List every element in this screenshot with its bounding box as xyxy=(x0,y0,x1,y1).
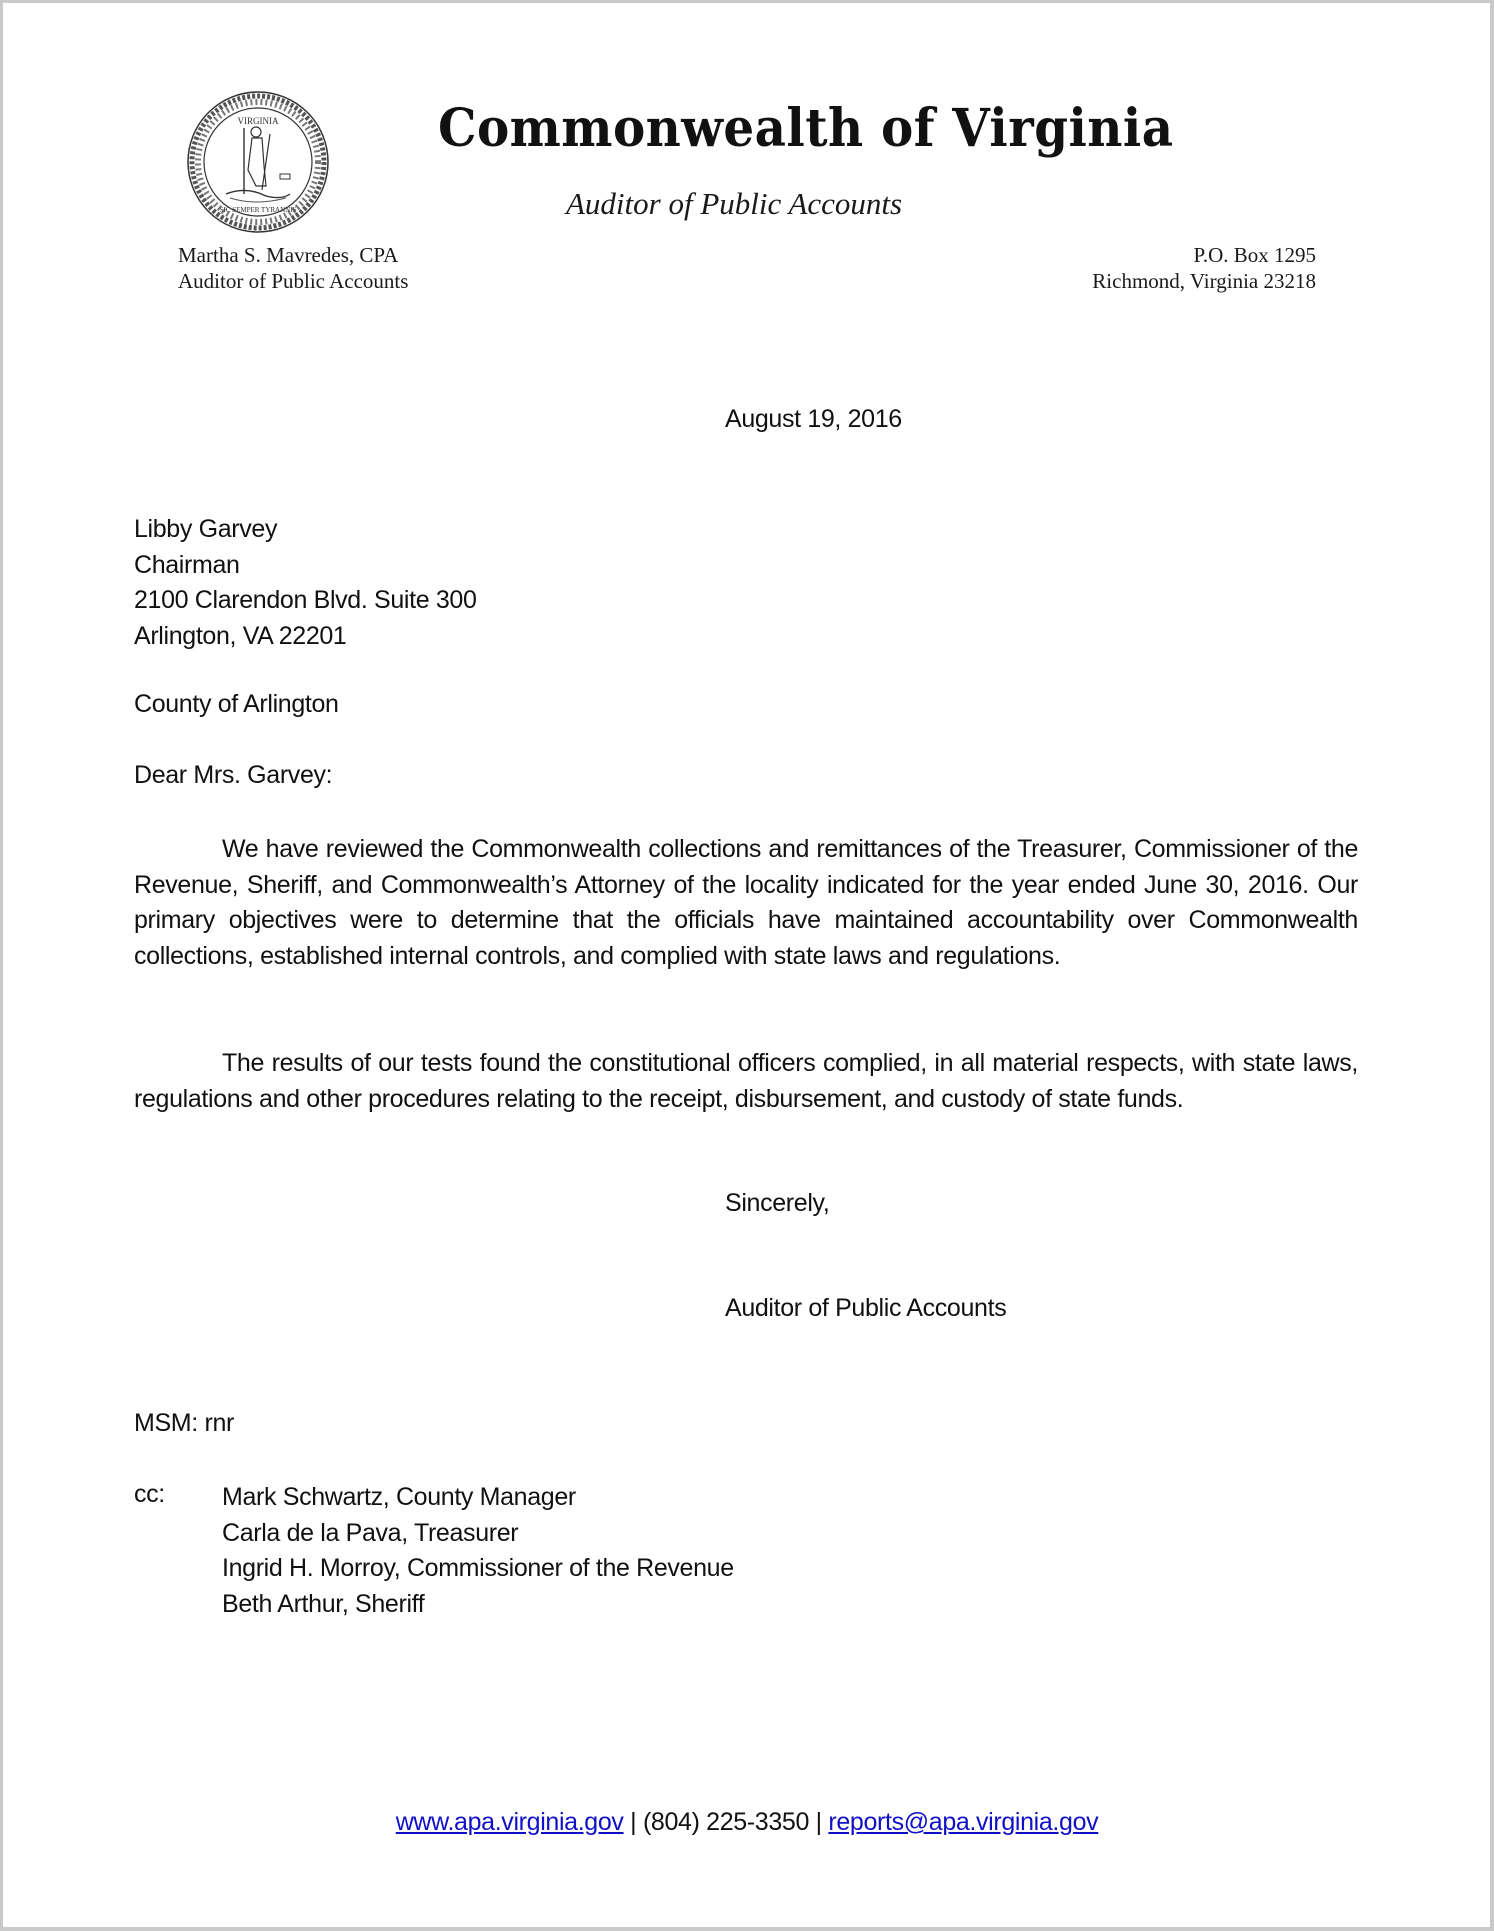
separator: | xyxy=(630,1808,637,1836)
auditor-title: Auditor of Public Accounts xyxy=(178,269,409,293)
footer-contact xyxy=(0,1808,1494,1837)
office-address-block xyxy=(1092,242,1316,294)
body-paragraph-1 xyxy=(134,832,1358,975)
cc-item: Carla de la Pava, Treasurer xyxy=(222,1518,519,1547)
cc-item: Ingrid H. Morroy, Commissioner of the Revenue xyxy=(222,1554,734,1583)
letter-date: August 19, 2016 xyxy=(725,405,902,433)
paragraph-text: The results of our tests found the constitutional officers complied, in all material respects, with state laws, regulations and other procedures relating to the receipt, disbursement, and custody of state funds. xyxy=(134,1049,1358,1113)
virginia-seal-icon xyxy=(186,90,330,234)
website-link[interactable]: www.apa.virginia.gov xyxy=(395,1808,624,1836)
signature: Auditor of Public Accounts xyxy=(725,1294,1007,1322)
po-box: P.O. Box 1295 xyxy=(1193,243,1316,267)
svg-text:SIC SEMPER TYRANNIS: SIC SEMPER TYRANNIS xyxy=(219,206,297,214)
paragraph-text: We have reviewed the Commonwealth collections and remittances of the Treasurer, Commissioner of the Revenue, Sheriff, and Commonwealth’s Attorney of the locality indicated for the year ended June 30, 2016. Our primary objectives were to determine that the officials have maintained accountability over Commonwealth collections, established internal controls, and complied with state laws and regulations. xyxy=(134,835,1358,971)
recipient-street: 2100 Clarendon Blvd. Suite 300 xyxy=(134,586,477,615)
recipient-city: Arlington, VA 22201 xyxy=(134,622,347,651)
body-paragraph-2 xyxy=(134,1046,1358,1117)
cc-item: Mark Schwartz, County Manager xyxy=(222,1483,576,1511)
letterhead-title: Commonwealth of Virginia xyxy=(438,98,1174,159)
letterhead-subtitle: Auditor of Public Accounts xyxy=(566,186,903,221)
email-link[interactable]: reports@apa.virginia.gov xyxy=(828,1808,1099,1836)
cc-item: Beth Arthur, Sheriff xyxy=(222,1590,425,1619)
reference-initials: MSM: rnr xyxy=(134,1409,234,1437)
auditor-name: Martha S. Mavredes, CPA xyxy=(178,243,399,267)
svg-text:VIRGINIA: VIRGINIA xyxy=(237,116,279,126)
closing: Sincerely, xyxy=(725,1189,830,1217)
city-state-zip: Richmond, Virginia 23218 xyxy=(1092,269,1316,293)
locality: County of Arlington xyxy=(134,690,339,718)
cc-list xyxy=(222,1480,734,1623)
cc-label: cc: xyxy=(134,1480,165,1508)
recipient-address xyxy=(134,512,477,655)
recipient-title: Chairman xyxy=(134,550,240,579)
salutation: Dear Mrs. Garvey: xyxy=(134,761,333,789)
separator: | xyxy=(815,1808,822,1836)
recipient-name: Libby Garvey xyxy=(134,515,278,543)
auditor-name-block xyxy=(178,242,408,294)
phone-number: (804) 225-3350 xyxy=(642,1808,809,1836)
